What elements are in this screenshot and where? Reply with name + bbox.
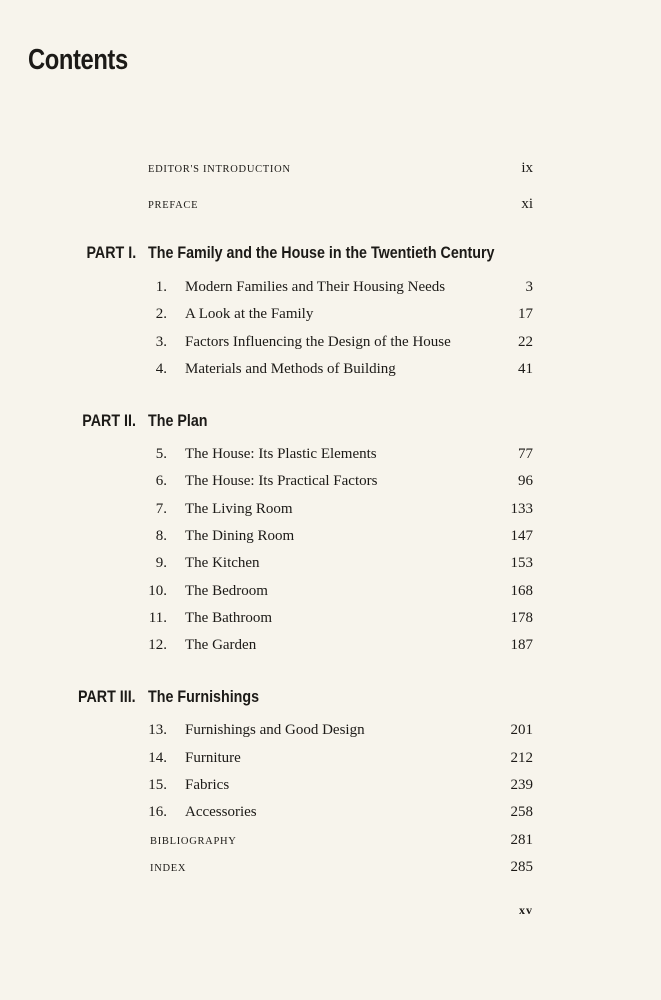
toc-chapter-row[interactable] [0, 361, 661, 381]
chapter-page-number: 153 [510, 555, 533, 571]
chapter-page-number: 168 [510, 583, 533, 599]
chapter-number: 4. [155, 361, 167, 377]
chapter-number: 8. [155, 528, 167, 544]
toc-chapter-row[interactable] [0, 306, 661, 326]
chapter-number: 9. [155, 555, 167, 571]
chapter-title: Materials and Methods of Building [185, 361, 396, 377]
toc-chapter-row[interactable] [0, 555, 661, 575]
entry-label: PREFACE [148, 200, 199, 211]
chapter-number: 12. [148, 637, 167, 653]
chapter-number: 13. [148, 722, 167, 738]
chapter-number: 11. [148, 610, 167, 626]
toc-chapter-row[interactable] [0, 722, 661, 742]
entry-page-number: 281 [510, 832, 533, 848]
toc-chapter-row[interactable] [0, 473, 661, 493]
entry-page-number: 285 [510, 859, 533, 875]
chapter-page-number: 258 [510, 804, 533, 820]
chapter-page-number: 96 [518, 473, 533, 489]
toc-chapter-row[interactable] [0, 583, 661, 603]
chapter-title: The Garden [185, 637, 257, 653]
chapter-page-number: 22 [518, 334, 533, 350]
chapter-title: The House: Its Practical Factors [185, 473, 378, 489]
toc-chapter-row[interactable] [0, 777, 661, 797]
entry-label: BIBLIOGRAPHY [150, 836, 237, 847]
entry-page-number: ix [521, 160, 533, 176]
chapter-number: 5. [155, 446, 167, 462]
chapter-page-number: 17 [518, 306, 533, 322]
chapter-page-number: 178 [510, 610, 533, 626]
toc-chapter-row[interactable] [0, 279, 661, 299]
toc-chapter-row[interactable] [0, 334, 661, 354]
toc-chapter-row[interactable] [0, 750, 661, 770]
toc-chapter-row[interactable] [0, 528, 661, 548]
part-title: The Plan [148, 411, 208, 430]
part-label: PART II. [82, 411, 136, 430]
page-title: Contents [28, 44, 128, 76]
chapter-number: 2. [155, 306, 167, 322]
chapter-number: 14. [148, 750, 167, 766]
chapter-title: The Bathroom [185, 610, 273, 626]
part-label: PART I. [86, 243, 136, 262]
toc-entry-index[interactable] [0, 859, 661, 879]
toc-chapter-row[interactable] [0, 501, 661, 521]
chapter-page-number: 41 [518, 361, 533, 377]
entry-page-number: xi [521, 196, 533, 212]
toc-entry-preface[interactable] [0, 196, 661, 216]
chapter-title: Fabrics [185, 777, 230, 793]
chapter-number: 1. [155, 279, 167, 295]
chapter-number: 6. [155, 473, 167, 489]
chapter-page-number: 187 [510, 637, 533, 653]
chapter-page-number: 212 [510, 750, 533, 766]
chapter-title: Furniture [185, 750, 241, 766]
chapter-title: The Living Room [185, 501, 293, 517]
toc-chapter-row[interactable] [0, 446, 661, 466]
chapter-title: Factors Influencing the Design of the House [185, 334, 451, 350]
page-folio: xv [519, 903, 533, 917]
entry-label: INDEX [150, 863, 187, 874]
chapter-title: Furnishings and Good Design [185, 722, 365, 738]
part-title: The Furnishings [148, 687, 260, 706]
toc-chapter-row[interactable] [0, 610, 661, 630]
chapter-title: The Dining Room [185, 528, 295, 544]
chapter-title: Modern Families and Their Housing Needs [185, 279, 446, 295]
chapter-title: The Kitchen [185, 555, 260, 571]
chapter-page-number: 239 [510, 777, 533, 793]
chapter-title: The Bedroom [185, 583, 268, 599]
chapter-number: 15. [148, 777, 167, 793]
part-heading-2 [0, 411, 661, 435]
chapter-number: 7. [155, 501, 167, 517]
chapter-page-number: 77 [518, 446, 533, 462]
part-heading-1 [0, 243, 661, 267]
chapter-title: The House: Its Plastic Elements [185, 446, 377, 462]
chapter-page-number: 147 [510, 528, 533, 544]
entry-label: EDITOR'S INTRODUCTION [148, 164, 291, 175]
chapter-page-number: 201 [510, 722, 533, 738]
part-label: PART III. [78, 687, 136, 706]
chapter-page-number: 133 [510, 501, 533, 517]
toc-entry-editors-introduction[interactable] [0, 160, 661, 180]
toc-chapter-row[interactable] [0, 637, 661, 657]
toc-entry-bibliography[interactable] [0, 832, 661, 852]
chapter-title: Accessories [185, 804, 257, 820]
chapter-page-number: 3 [525, 279, 533, 295]
toc-chapter-row[interactable] [0, 804, 661, 824]
chapter-number: 16. [148, 804, 167, 820]
chapter-title: A Look at the Family [185, 306, 314, 322]
part-title: The Family and the House in the Twentieth Century [148, 243, 495, 262]
chapter-number: 10. [148, 583, 167, 599]
chapter-number: 3. [155, 334, 167, 350]
part-heading-3 [0, 687, 661, 711]
